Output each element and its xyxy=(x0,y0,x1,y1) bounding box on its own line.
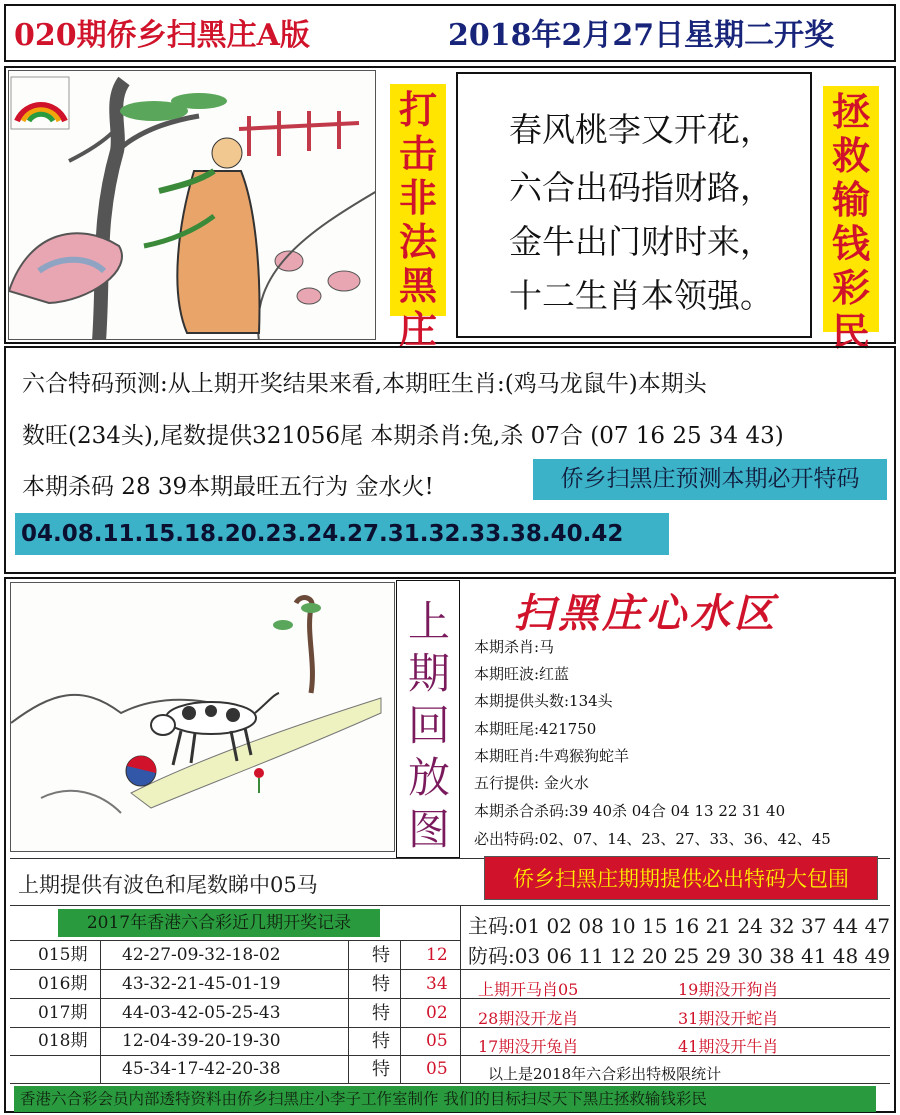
period-cell: 018期 xyxy=(38,1031,88,1051)
info-line: 本期提供头数:134头 xyxy=(474,692,613,710)
period-cell: 016期 xyxy=(38,974,88,994)
info-line: 五行提供: 金火水 xyxy=(474,774,589,792)
stat-item: 17期没开兔肖 xyxy=(478,1037,579,1056)
main-codes: 主码:01 02 08 10 15 16 21 24 32 37 44 47 xyxy=(468,914,891,938)
draw-date: 2018年2月27日星期二开奖 xyxy=(448,18,835,53)
info-line: 本期旺尾:421750 xyxy=(474,720,597,738)
last-period-review-title: 上期回放图 xyxy=(407,597,450,854)
special-label: 特 xyxy=(372,945,390,966)
poem-line: 十二生肖本领强。 xyxy=(509,276,773,315)
dog-drawing xyxy=(11,583,395,852)
recommendation-zone-title: 扫黑庄心水区 xyxy=(514,590,778,637)
numbers-cell: 43-32-21-45-01-19 xyxy=(122,974,281,994)
numbers-cell: 44-03-42-05-25-43 xyxy=(122,1003,281,1023)
info-line: 本期杀合杀码:39 40杀 04合 04 13 22 31 40 xyxy=(474,802,786,820)
table-row xyxy=(10,1055,470,1084)
dog-illustration xyxy=(10,582,395,852)
footer-bar: 香港六合彩会员内部透特资料由侨乡扫黑庄小李子工作室制作 我们的目标扫尽天下黑庄拯救输钱彩民 xyxy=(14,1086,876,1112)
info-line: 本期旺波:红蓝 xyxy=(474,665,570,683)
special-label: 特 xyxy=(372,1059,390,1080)
info-line: 本期旺肖:牛鸡猴狗蛇羊 xyxy=(474,747,630,765)
limit-stats-note: 以上是2018年六合彩出特极限统计 xyxy=(488,1065,722,1083)
poem-box xyxy=(456,72,812,338)
stat-item: 31期没开蛇肖 xyxy=(678,1009,779,1028)
monk-drawing xyxy=(9,71,376,340)
fight-illegal-banner: 打击非法黑庄 xyxy=(390,84,446,316)
special-label: 特 xyxy=(372,1003,390,1024)
special-number: 34 xyxy=(426,974,448,994)
table-row xyxy=(10,970,470,999)
poem-line: 金牛出门财时来， xyxy=(509,222,773,261)
prediction-line-3: 本期杀码 28 39本期最旺五行为 金水火! xyxy=(22,474,434,500)
rainbow-logo-icon xyxy=(11,77,69,129)
stat-item: 28期没开龙肖 xyxy=(478,1009,579,1028)
info-line: 本期杀肖:马 xyxy=(474,638,555,656)
stat-item: 19期没开狗肖 xyxy=(678,980,779,999)
must-open-label: 侨乡扫黑庄预测本期必开特码 xyxy=(533,459,887,500)
last-period-hit-note: 上期提供有波色和尾数睇中05马 xyxy=(18,873,318,897)
prediction-line-1: 六合特码预测:从上期开奖结果来看,本期旺生肖:(鸡马龙鼠牛)本期头 xyxy=(22,371,707,397)
special-label: 特 xyxy=(372,974,390,995)
ball-icon xyxy=(126,756,156,786)
table-row xyxy=(10,941,470,970)
period-cell: 015期 xyxy=(38,945,88,965)
special-number: 05 xyxy=(426,1031,448,1051)
poem-line: 六合出码指财路， xyxy=(509,168,773,207)
issue-title: 020期侨乡扫黑庄A版 xyxy=(14,18,310,53)
divider xyxy=(10,905,890,906)
special-number: 05 xyxy=(426,1059,448,1079)
numbers-cell: 45-34-17-42-20-38 xyxy=(122,1059,281,1079)
special-number: 12 xyxy=(426,945,448,965)
info-line: 必出特码:02、07、14、23、27、33、36、42、45 xyxy=(474,830,831,848)
numbers-cell: 12-04-39-20-19-30 xyxy=(122,1031,281,1051)
period-cell: 017期 xyxy=(38,1003,88,1023)
monk-illustration xyxy=(8,70,376,340)
stat-item: 41期没开牛肖 xyxy=(678,1037,779,1056)
prediction-line-2: 数旺(234头),尾数提供321056尾 本期杀肖:兔,杀 07合 (07 16 25 34 43) xyxy=(22,423,784,449)
special-numbers-bar: 04.08.11.15.18.20.23.24.27.31.32.33.38.40.42 xyxy=(15,513,669,555)
big-package-banner: 侨乡扫黑庄期期提供必出特码大包围 xyxy=(484,856,878,900)
poem-line: 春风桃李又开花， xyxy=(509,110,773,149)
stat-item: 上期开马肖05 xyxy=(478,980,579,999)
special-label: 特 xyxy=(372,1031,390,1052)
table-row xyxy=(10,999,470,1028)
rescue-players-banner: 拯救输钱彩民 xyxy=(823,86,879,332)
guard-codes: 防码:03 06 11 12 20 25 29 30 38 41 48 49 xyxy=(468,944,891,968)
table-row xyxy=(10,1027,470,1056)
draw-record-title: 2017年香港六合彩近几期开奖记录 xyxy=(58,909,380,937)
numbers-cell: 42-27-09-32-18-02 xyxy=(122,945,281,965)
special-number: 02 xyxy=(426,1003,448,1023)
